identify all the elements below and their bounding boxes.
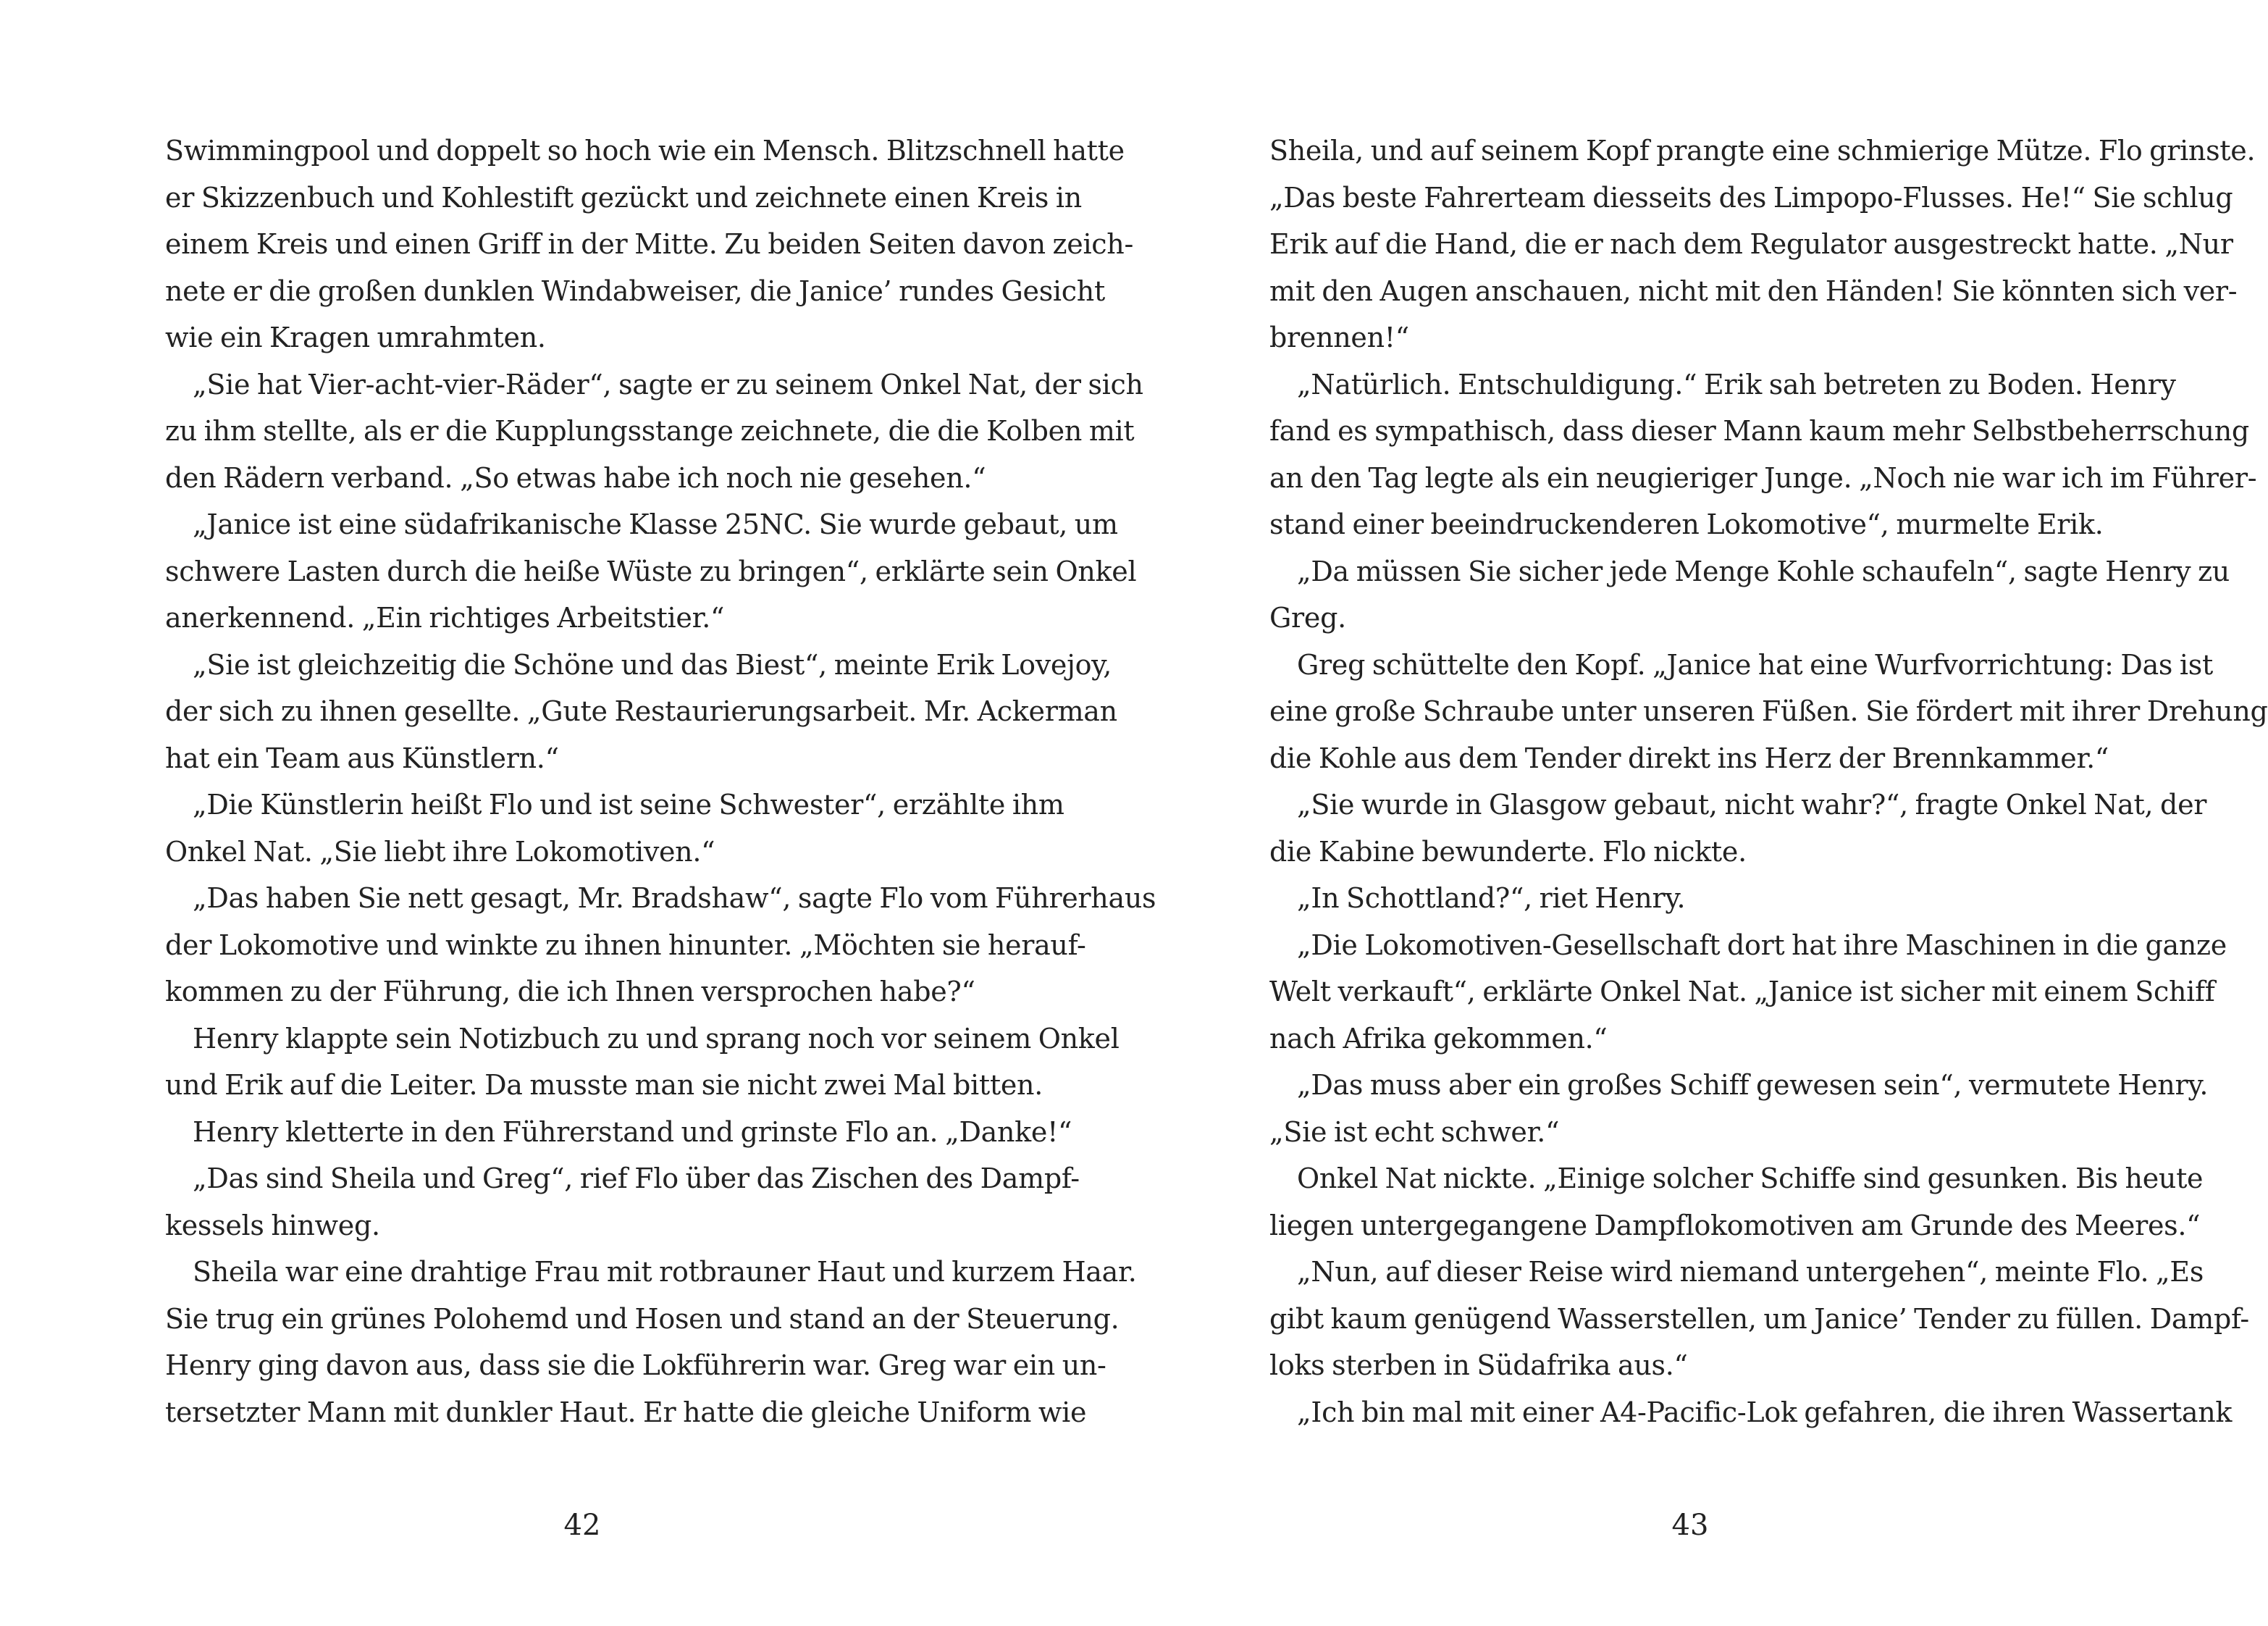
text-line: „Janice ist eine südafrikanische Klasse 25NC. Sie wurde gebaut, um <box>193 508 1118 540</box>
text-line: er Skizzenbuch und Kohlestift gezückt und zeichnete einen Kreis in <box>165 181 1082 214</box>
text-line: „Da müssen Sie sicher jede Menge Kohle schaufeln“, sagte Henry zu <box>1297 555 2230 587</box>
text-line: kessels hinweg. <box>165 1209 380 1241</box>
text-line: der sich zu ihnen gesellte. „Gute Restaurierungsarbeit. Mr. Ackerman <box>165 695 1117 727</box>
text-line: Henry klappte sein Notizbuch zu und sprang noch vor seinem Onkel <box>193 1022 1120 1055</box>
text-line: nach Afrika gekommen.“ <box>1269 1022 1608 1055</box>
text-line: liegen untergegangene Dampflokomotiven am Grunde des Meeres.“ <box>1269 1209 2201 1241</box>
text-line: Erik auf die Hand, die er nach dem Regulator ausgestreckt hatte. „Nur <box>1269 228 2233 260</box>
text-line: Onkel Nat. „Sie liebt ihre Lokomotiven.“ <box>165 835 715 868</box>
text-line: eine große Schraube unter unseren Füßen. Sie fördert mit ihrer Drehung <box>1269 695 2268 727</box>
text-line: „Natürlich. Entschuldigung.“ Erik sah betreten zu Boden. Henry <box>1297 368 2176 401</box>
text-line: schwere Lasten durch die heiße Wüste zu bringen“, erklärte sein Onkel <box>165 555 1137 587</box>
text-line: den Rädern verband. „So etwas habe ich noch nie gesehen.“ <box>165 461 986 494</box>
text-line: die Kabine bewunderte. Flo nickte. <box>1269 835 1747 868</box>
page-number: 42 <box>563 1509 601 1542</box>
text-line: „Sie wurde in Glasgow gebaut, nicht wahr?“, fragte Onkel Nat, der <box>1297 789 2207 821</box>
text-line: gibt kaum genügend Wasserstellen, um Janice’ Tender zu füllen. Dampf- <box>1269 1302 2249 1335</box>
text-line: „Nun, auf dieser Reise wird niemand untergehen“, meinte Flo. „Es <box>1297 1256 2204 1288</box>
right-page <box>1122 0 2268 1626</box>
text-line: die Kohle aus dem Tender direkt ins Herz der Brennkammer.“ <box>1269 742 2109 774</box>
text-line: „Die Künstlerin heißt Flo und ist seine Schwester“, erzählte ihm <box>193 789 1064 821</box>
text-line: an den Tag legte als ein neugieriger Junge. „Noch nie war ich im Führer- <box>1269 461 2257 494</box>
text-line: hat ein Team aus Künstlern.“ <box>165 742 559 774</box>
text-line: „Das beste Fahrerteam diesseits des Limpopo-Flusses. He!“ Sie schlug <box>1269 181 2233 214</box>
text-line: nete er die großen dunklen Windabweiser, die Janice’ rundes Gesicht <box>165 275 1105 307</box>
text-line: wie ein Kragen umrahmten. <box>165 322 546 353</box>
text-line: „Die Lokomotiven-Gesellschaft dort hat ihre Maschinen in die ganze <box>1297 929 2227 961</box>
text-line: Swimmingpool und doppelt so hoch wie ein Mensch. Blitzschnell hatte <box>165 135 1125 167</box>
text-line: fand es sympathisch, dass dieser Mann kaum mehr Selbstbeherrschung <box>1269 415 2249 447</box>
text-line: „Das sind Sheila und Greg“, rief Flo über das Zischen des Dampf- <box>193 1162 1080 1194</box>
text-line: Sheila war eine drahtige Frau mit rotbrauner Haut und kurzem Haar. <box>193 1256 1137 1288</box>
text-line: Sie trug ein grünes Polohemd und Hosen und stand an der Steuerung. <box>165 1302 1120 1335</box>
text-line: „In Schottland?“, riet Henry. <box>1297 882 1686 914</box>
text-line: „Das muss aber ein großes Schiff gewesen sein“, vermutete Henry. <box>1297 1069 2209 1101</box>
text-line: Greg. <box>1269 602 1346 634</box>
text-line: „Sie hat Vier-acht-vier-Räder“, sagte er zu seinem Onkel Nat, der sich <box>193 368 1143 401</box>
text-line: und Erik auf die Leiter. Da musste man sie nicht zwei Mal bitten. <box>165 1069 1043 1101</box>
text-line: Greg schüttelte den Kopf. „Janice hat eine Wurfvorrichtung: Das ist <box>1297 648 2213 681</box>
page-number: 43 <box>1671 1509 1709 1542</box>
text-line: Henry ging davon aus, dass sie die Lokführerin war. Greg war ein un- <box>165 1349 1106 1381</box>
text-line: einem Kreis und einen Griff in der Mitte. Zu beiden Seiten davon zeich- <box>165 228 1134 260</box>
text-line: mit den Augen anschauen, nicht mit den Händen! Sie könnten sich ver- <box>1269 275 2238 307</box>
text-line: kommen zu der Führung, die ich Ihnen versprochen habe?“ <box>165 976 975 1007</box>
left-page-text <box>165 127 1156 1436</box>
text-line: anerkennend. „Ein richtiges Arbeitstier.“ <box>165 602 725 634</box>
text-line: brennen!“ <box>1269 322 1409 353</box>
text-line: Henry kletterte in den Führerstand und grinste Flo an. „Danke!“ <box>193 1115 1072 1148</box>
right-page-text <box>1269 127 2268 1436</box>
text-line: Sheila, und auf seinem Kopf prangte eine schmierige Mütze. Flo grinste. <box>1269 135 2256 167</box>
text-line: loks sterben in Südafrika aus.“ <box>1269 1349 1688 1381</box>
text-line: „Das haben Sie nett gesagt, Mr. Bradshaw“, sagte Flo vom Führerhaus <box>193 882 1156 914</box>
text-line: Onkel Nat nickte. „Einige solcher Schiffe sind gesunken. Bis heute <box>1297 1162 2204 1194</box>
text-line: Welt verkauft“, erklärte Onkel Nat. „Janice ist sicher mit einem Schiff <box>1269 976 2215 1007</box>
text-line: „Ich bin mal mit einer A4-Pacific-Lok gefahren, die ihren Wassertank <box>1297 1396 2233 1428</box>
text-line: tersetzter Mann mit dunkler Haut. Er hatte die gleiche Uniform wie <box>165 1396 1087 1428</box>
text-line: zu ihm stellte, als er die Kupplungsstange zeichnete, die die Kolben mit <box>165 415 1135 447</box>
text-line: stand einer beeindruckenderen Lokomotive“, murmelte Erik. <box>1269 508 2104 540</box>
text-line: „Sie ist echt schwer.“ <box>1269 1115 1560 1148</box>
text-line: „Sie ist gleichzeitig die Schöne und das Biest“, meinte Erik Lovejoy, <box>193 648 1112 681</box>
text-line: der Lokomotive und winkte zu ihnen hinunter. „Möchten sie herauf- <box>165 929 1086 961</box>
